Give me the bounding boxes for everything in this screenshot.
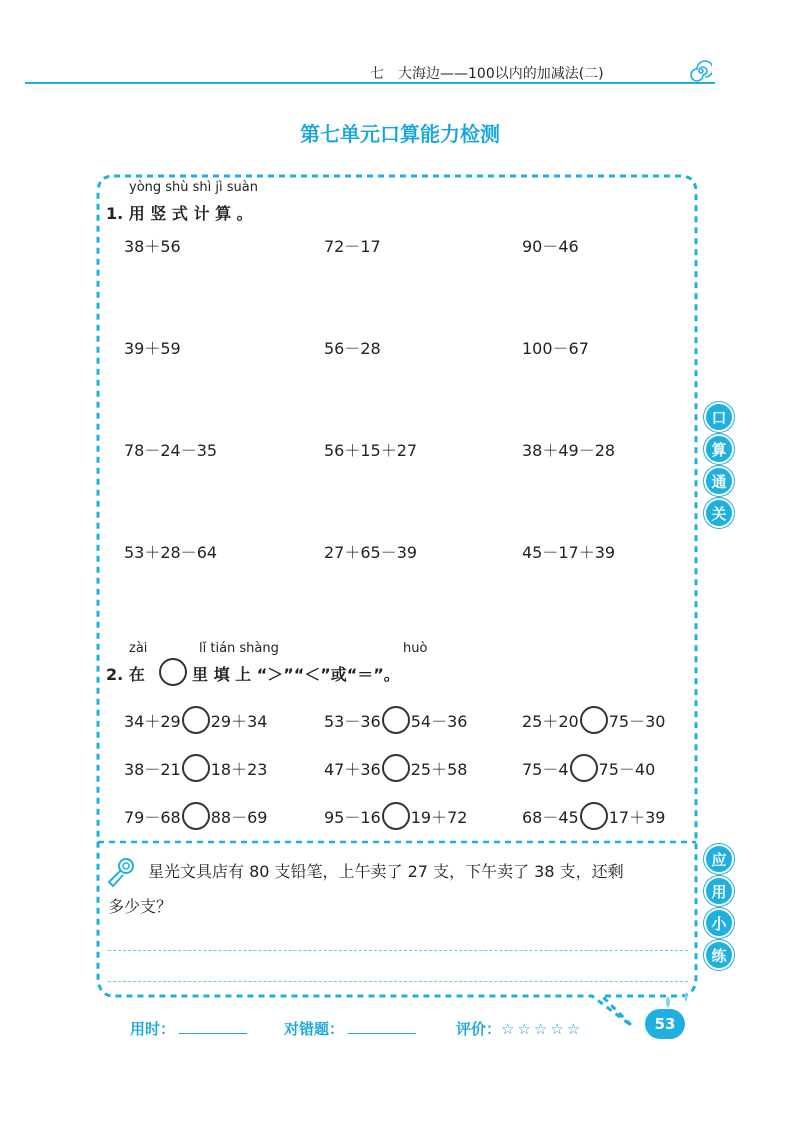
q1-expression: 90－46 <box>522 237 579 256</box>
compare-right: 75－40 <box>598 759 656 779</box>
application-line-2: 多少支？ <box>108 897 173 916</box>
time-label: 用时： <box>130 1020 176 1038</box>
answer-circle[interactable] <box>570 754 598 782</box>
compare-item <box>522 706 665 734</box>
rating-field <box>456 1018 583 1039</box>
answer-circle[interactable] <box>182 706 210 734</box>
compare-item <box>324 802 467 830</box>
q1-expression: 78－24－35 <box>124 441 218 460</box>
q1-expression: 100－67 <box>522 339 589 358</box>
compare-right: 29＋34 <box>210 711 268 731</box>
side-tab-suan: 算 <box>704 434 734 464</box>
answer-circle[interactable] <box>182 754 210 782</box>
q2-pinyin-li: lǐ tián shàng <box>199 641 279 656</box>
side-tab-kou: 口 <box>704 402 734 432</box>
compare-item <box>124 754 267 782</box>
compare-right: 17＋39 <box>608 807 666 827</box>
compare-left: 95－16 <box>324 807 381 827</box>
compare-left: 75－4 <box>522 759 569 779</box>
answer-circle[interactable] <box>182 802 210 830</box>
answer-line[interactable] <box>108 981 688 982</box>
side-tab-guan: 关 <box>704 498 734 528</box>
answer-circle[interactable] <box>382 706 410 734</box>
page-title: 第七单元口算能力检测 <box>300 122 500 146</box>
drops-icon <box>660 990 700 1014</box>
compare-right: 54－36 <box>410 711 468 731</box>
rating-stars[interactable]: ☆☆☆☆☆ <box>501 1020 584 1038</box>
answer-circle[interactable] <box>382 802 410 830</box>
q1-expression: 27＋65－39 <box>324 543 418 562</box>
answer-line[interactable] <box>108 950 688 951</box>
header-rule <box>25 82 715 84</box>
q1-label: 1. 用 竖 式 计 算 。 <box>106 204 253 223</box>
snail-icon <box>104 856 138 890</box>
q1-expression: 38＋49－28 <box>522 441 616 460</box>
compare-circle-sample <box>159 658 187 686</box>
compare-item <box>324 706 467 734</box>
compare-right: 19＋72 <box>410 807 468 827</box>
side-tab-tong: 通 <box>704 466 734 496</box>
q1-expression: 56＋15＋27 <box>324 441 418 460</box>
spiral-icon <box>690 60 712 82</box>
compare-left: 53－36 <box>324 711 381 731</box>
q1-expression: 38＋56 <box>124 237 181 256</box>
q2-pinyin-huo: huò <box>403 641 428 656</box>
side-tab-yong: 用 <box>704 876 734 906</box>
q1-expression: 53＋28－64 <box>124 543 218 562</box>
compare-right: 25＋58 <box>410 759 468 779</box>
side-tab-ying: 应 <box>704 844 734 874</box>
q1-pinyin: yòng shù shì jì suàn <box>129 180 258 195</box>
q1-expression: 45－17＋39 <box>522 543 616 562</box>
compare-left: 47＋36 <box>324 759 381 779</box>
errors-label: 对错题： <box>284 1020 345 1038</box>
q1-expression: 56－28 <box>324 339 381 358</box>
q2-label-end: 里 填 上 “＞”“＜”或“＝”。 <box>192 665 400 684</box>
application-line-1: 星光文具店有 80 支铅笔，上午卖了 27 支，下午卖了 38 支，还剩 <box>148 862 624 881</box>
errors-blank[interactable] <box>348 1033 416 1034</box>
q1-expression: 39＋59 <box>124 339 181 358</box>
side-tab-xiao: 小 <box>704 908 734 938</box>
q1-expression: 72－17 <box>324 237 381 256</box>
answer-circle[interactable] <box>580 802 608 830</box>
compare-right: 18＋23 <box>210 759 268 779</box>
errors-field[interactable] <box>284 1018 416 1039</box>
page-number: 53 <box>645 1009 685 1039</box>
answer-circle[interactable] <box>382 754 410 782</box>
rating-label: 评价： <box>456 1020 502 1038</box>
compare-item <box>124 706 267 734</box>
compare-item <box>522 754 655 782</box>
compare-left: 68－45 <box>522 807 579 827</box>
compare-item <box>124 802 267 830</box>
compare-left: 25＋20 <box>522 711 579 731</box>
compare-right: 75－30 <box>608 711 666 731</box>
q2-pinyin-zai: zài <box>129 641 148 656</box>
compare-item <box>324 754 467 782</box>
time-blank[interactable] <box>179 1033 247 1034</box>
compare-item <box>522 802 665 830</box>
q2-label-start: 2. 在 <box>106 665 145 684</box>
answer-circle[interactable] <box>580 706 608 734</box>
time-field[interactable] <box>130 1018 247 1039</box>
compare-right: 88－69 <box>210 807 268 827</box>
compare-left: 38－21 <box>124 759 181 779</box>
dashed-frame <box>92 170 704 1040</box>
compare-left: 34＋29 <box>124 711 181 731</box>
compare-left: 79－68 <box>124 807 181 827</box>
side-tab-lian: 练 <box>704 940 734 970</box>
chapter-header: 七 大海边——100以内的加减法(二) <box>370 66 604 82</box>
